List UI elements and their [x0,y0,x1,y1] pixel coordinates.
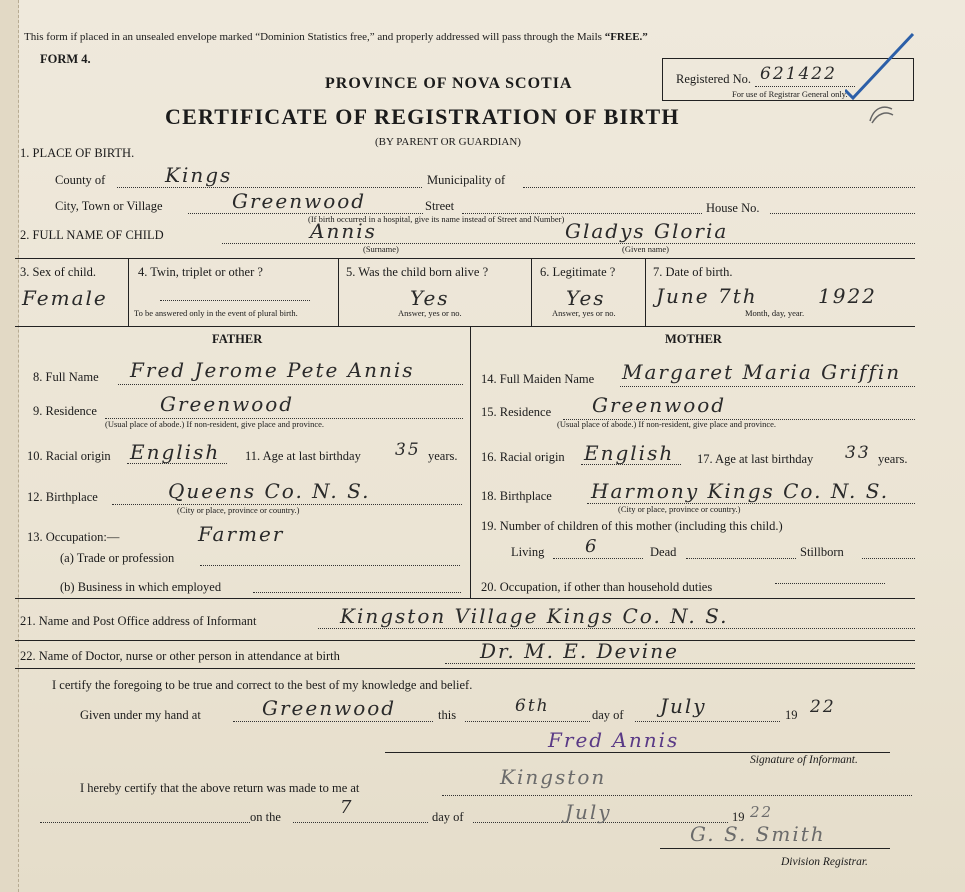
father-racial-label: 10. Racial origin [27,449,111,463]
certify-place: Greenwood [262,696,397,720]
certificate-subtitle: (BY PARENT OR GUARDIAN) [375,136,521,148]
father-racial: English [130,440,221,464]
registrar-year-prefix: 19 [732,810,745,824]
certify-this-label: this [438,708,457,722]
mother-res-note: (Usual place of abode.) If non-resident, give place and province. [557,419,777,429]
doctor-label: 22. Name of Doctor, nurse or other person in attendance at birth [20,649,340,663]
certify-day-of-label: day of [592,708,624,722]
father-age: 35 [395,440,421,460]
legit-note: Answer, yes or no. [552,308,616,318]
mail-notice-free: “FREE.” [604,31,648,43]
certificate-title: CERTIFICATE OF REGISTRATION OF BIRTH [165,104,680,129]
alive-value: Yes [410,286,450,310]
alive-note: Answer, yes or no. [398,308,462,318]
twin-label: 4. Twin, triplet or other ? [138,265,263,279]
informant-address: Kingston Village Kings Co. N. S. [340,604,729,628]
binding-strip [0,0,19,892]
province-title: PROVINCE OF NOVA SCOTIA [325,75,573,92]
stillborn-label: Stillborn [800,545,844,559]
city-value: Greenwood [232,189,367,213]
alive-label: 5. Was the child born alive ? [346,265,489,279]
county-value: Kings [165,163,233,187]
father-residence: Greenwood [160,392,295,416]
registrar-note: For use of Registrar General only. [732,89,848,99]
sex-label: 3. Sex of child. [20,265,97,279]
father-bp-label: 12. Birthplace [27,490,98,504]
mother-racial: English [584,441,675,465]
stamp-icon [866,103,896,127]
living-value: 6 [585,536,599,557]
children-label: 19. Number of children of this mother (including this child.) [481,519,783,533]
mother-residence: Greenwood [592,393,727,417]
division-registrar-label: Division Registrar. [781,856,868,868]
place-of-birth-label: 1. PLACE OF BIRTH. [20,146,135,160]
doctor-name: Dr. M. E. Devine [480,639,679,663]
mother-age: 33 [845,443,871,463]
registrar-on-label: on the [250,810,281,824]
registrar-place: Kingston [500,765,607,789]
legit-label: 6. Legitimate ? [540,265,616,279]
father-age-label: 11. Age at last birthday [245,449,361,463]
registrar-statement: I hereby certify that the above return was made to me at [80,781,360,795]
child-surname: Annis [310,219,377,243]
surname-note: (Surname) [363,244,399,254]
mother-res-label: 15. Residence [481,405,552,419]
father-occ-label: 13. Occupation:— [27,530,120,544]
living-label: Living [511,545,545,559]
mail-notice [24,31,648,43]
municipality-label: Municipality of [427,173,506,187]
certify-day: 6th [515,696,550,716]
mother-name: Margaret Maria Griffin [622,360,902,384]
father-bp-note: (City or place, province or country.) [177,505,300,515]
street-label: Street [425,199,455,213]
informant-label: 21. Name and Post Office address of Informant [20,614,257,628]
dead-label: Dead [650,545,677,559]
date-year: 1922 [818,284,877,308]
sex-value: Female [22,286,108,310]
father-occupation: Farmer [198,522,285,546]
legit-value: Yes [566,286,606,310]
father-res-label: 9. Residence [33,404,97,418]
father-heading: FATHER [212,332,263,346]
registrar-day-of-label: day of [432,810,464,824]
registrar-year: 22 [750,803,774,821]
mother-racial-label: 16. Racial origin [481,450,565,464]
date-month-day: June 7th [656,284,758,308]
date-note: Month, day, year. [745,308,805,318]
certify-year: 22 [810,697,836,717]
hospital-note: (If birth occurred in a hospital, give its name instead of Street and Number) [308,214,565,224]
mother-bp-label: 18. Birthplace [481,489,552,503]
registered-number: 621422 [760,64,837,84]
registrar-month: July [565,800,612,824]
mother-age-label: 17. Age at last birthday [697,452,814,466]
trade-label: (a) Trade or profession [60,551,175,565]
check-mark-icon [845,30,915,100]
informant-signature-label: Signature of Informant. [750,754,858,766]
mother-birthplace: Harmony Kings Co. N. S. [591,479,890,503]
registrar-signature: G. S. Smith [690,822,826,846]
father-name: Fred Jerome Pete Annis [130,358,415,382]
mother-name-label: 14. Full Maiden Name [481,372,595,386]
house-label: House No. [706,201,760,215]
twin-note: To be answered only in the event of plural birth. [134,308,298,318]
mother-occ-label: 20. Occupation, if other than household duties [481,580,713,594]
child-given-name: Gladys Gloria [565,219,729,243]
given-note: (Given name) [622,244,669,254]
informant-signature: Fred Annis [548,728,680,752]
mail-notice-text: This form if placed in an unsealed envelope marked “Dominion Statistics free,” and properly addressed will pass through the Mails [24,31,602,43]
date-label: 7. Date of birth. [653,265,733,279]
form-number: FORM 4. [40,52,91,66]
father-years: years. [428,449,458,463]
mother-heading: MOTHER [665,332,722,346]
father-birthplace: Queens Co. N. S. [168,479,371,503]
father-name-label: 8. Full Name [33,370,99,384]
certify-statement: I certify the foregoing to be true and correct to the best of my knowledge and belief. [52,678,473,692]
registrar-day: 7 [340,797,354,818]
business-label: (b) Business in which employed [60,580,222,594]
mother-years: years. [878,452,908,466]
father-res-note: (Usual place of abode.) If non-resident, give place and province. [105,419,325,429]
city-label: City, Town or Village [55,199,163,213]
registered-label: Registered No. [676,72,751,86]
certify-year-prefix: 19 [785,708,798,722]
certify-month: July [660,694,707,718]
given-under-label: Given under my hand at [80,708,201,722]
county-label: County of [55,173,106,187]
child-name-label: 2. FULL NAME OF CHILD [20,228,164,242]
mother-bp-note: (City or place, province or country.) [618,504,741,514]
